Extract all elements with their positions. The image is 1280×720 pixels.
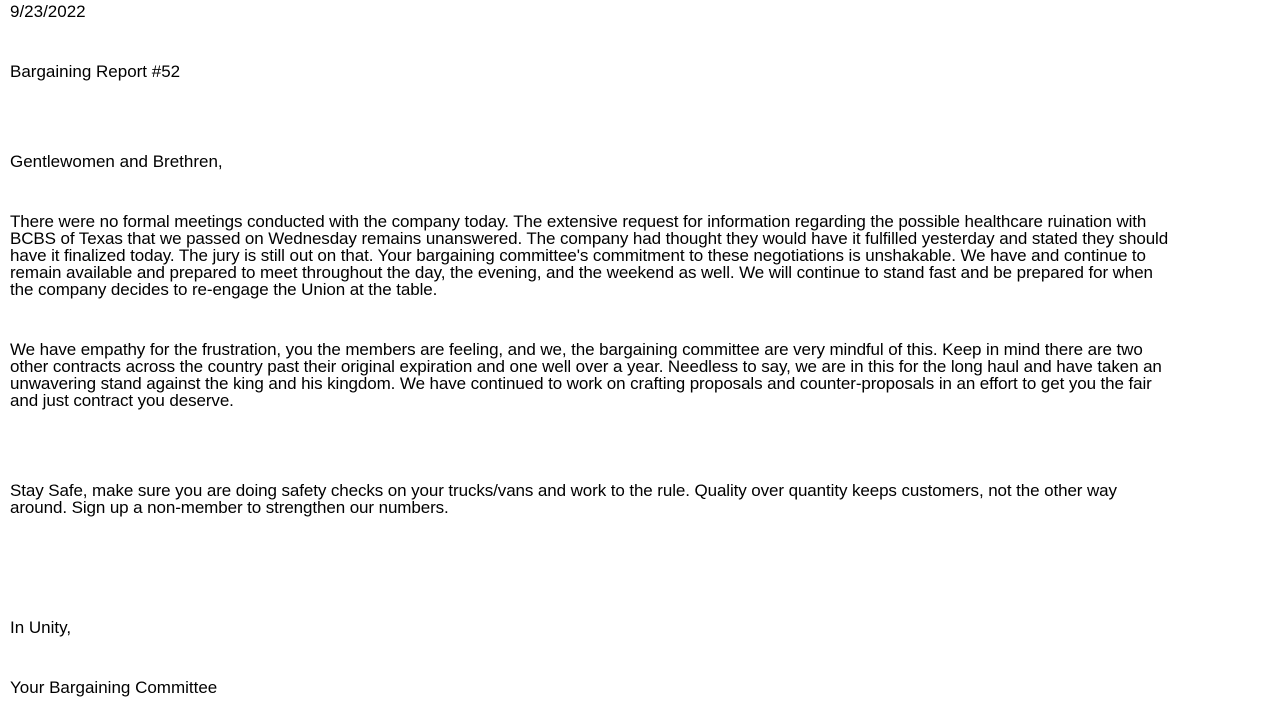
paragraph-line: the company decides to re-engage the Union at the table. [10,280,438,299]
paragraph-line: have it finalized today. The jury is still out on that. Your bargaining committee's commitment to these negotiations is unshakable. We have and continue to [10,246,1146,265]
greeting: Gentlewomen and Brethren, [10,152,223,171]
paragraph-line: remain available and prepared to meet throughout the day, the evening, and the weekend as well. We will continue to stand fast and be prepared for when [10,263,1153,282]
paragraph-line: around. Sign up a non-member to strengthen our numbers. [10,498,449,517]
paragraph-line: Stay Safe, make sure you are doing safety checks on your trucks/vans and work to the rule. Quality over quantity keeps customers, not the other way [10,481,1117,500]
body-paragraph-3 [10,482,1274,516]
body-paragraph-1 [10,213,1274,298]
paragraph-line: We have empathy for the frustration, you the members are feeling, and we, the bargaining committee are very mindful of this. Keep in mind there are two [10,340,1143,359]
paragraph-line: other contracts across the country past their original expiration and one well over a year. Needless to say, we are in this for the long haul and have taken an [10,357,1162,376]
paragraph-line: BCBS of Texas that we passed on Wednesday remains unanswered. The company had thought they would have it fulfilled yesterday and stated they should [10,229,1169,248]
paragraph-line: unwavering stand against the king and his kingdom. We have continued to work on crafting proposals and counter-proposals in an effort to get you the fair [10,374,1152,393]
report-title: Bargaining Report #52 [10,62,181,81]
closing: In Unity, [10,618,72,637]
body-paragraph-2 [10,341,1274,409]
paragraph-line: and just contract you deserve. [10,391,234,410]
letter-date: 9/23/2022 [10,2,86,21]
signature: Your Bargaining Committee [10,678,218,697]
paragraph-line: There were no formal meetings conducted with the company today. The extensive request for information regarding the possible healthcare ruination with [10,212,1147,231]
